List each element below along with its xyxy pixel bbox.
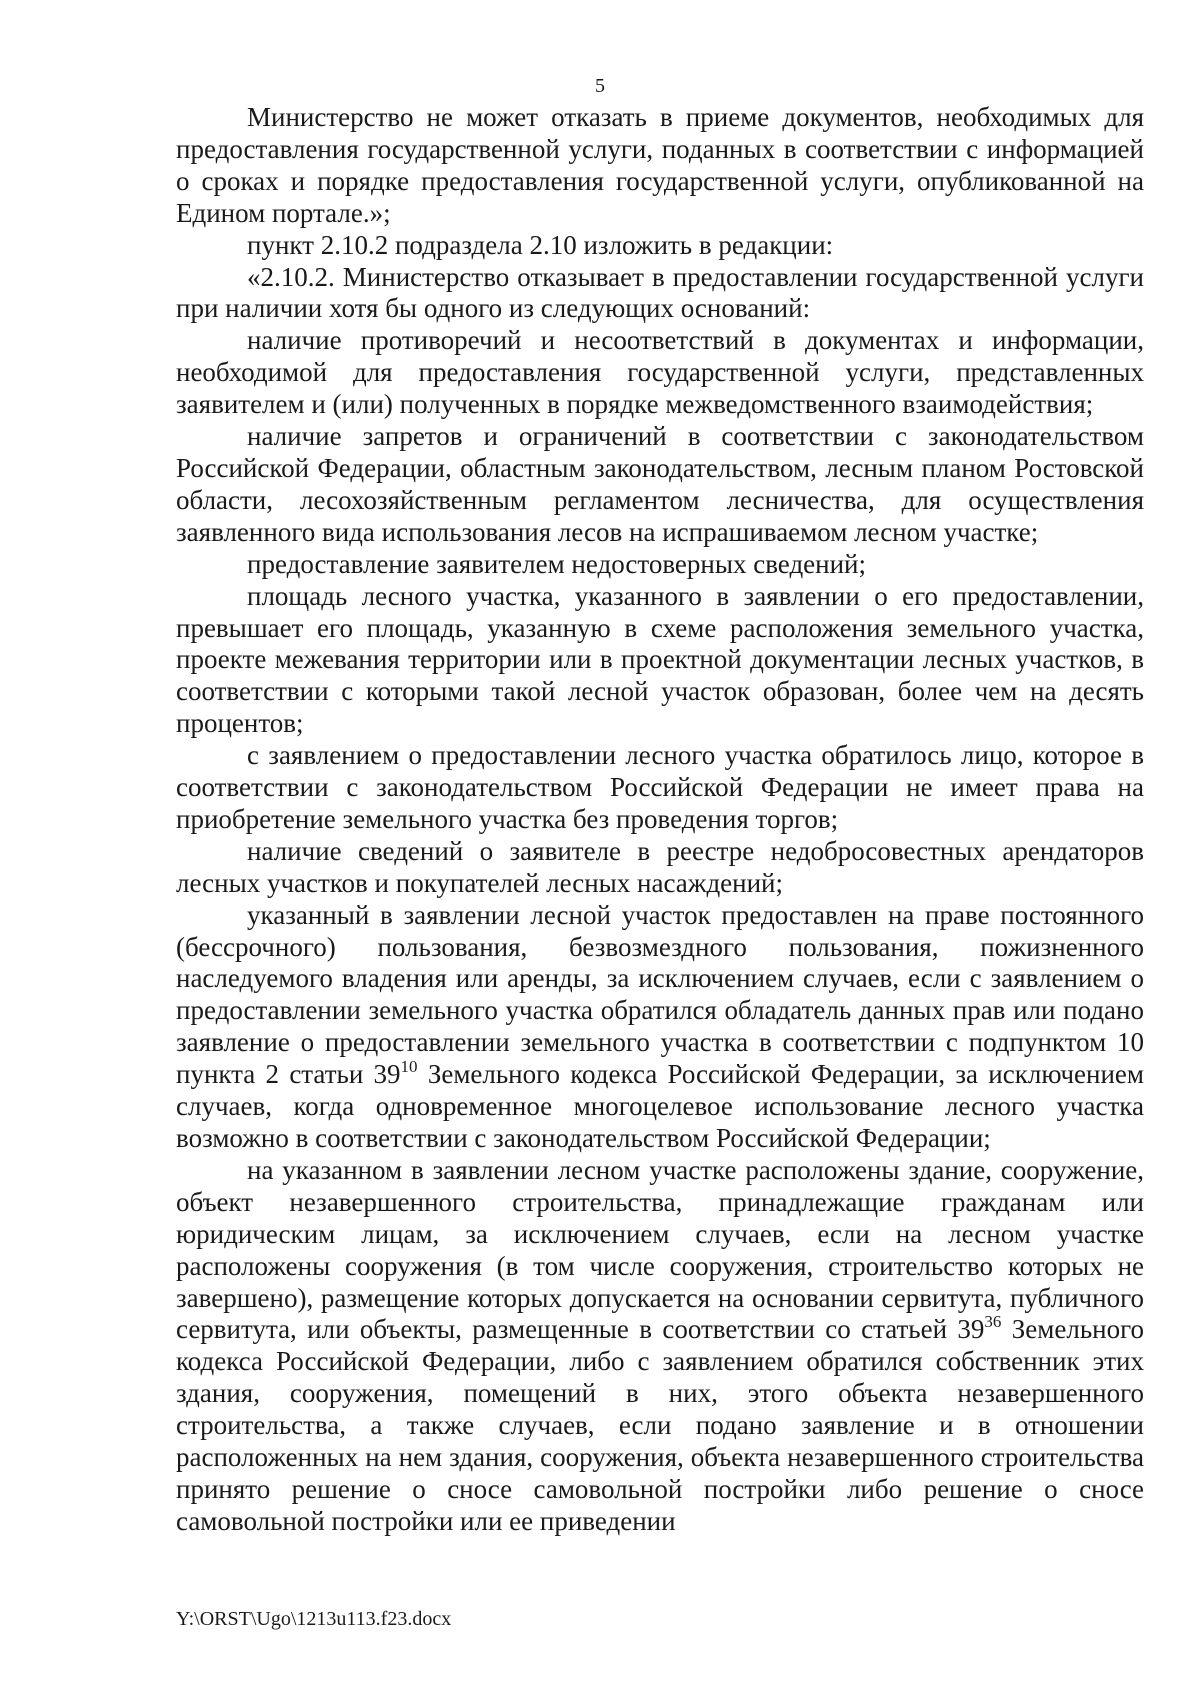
paragraph-7: площадь лесного участка, указанного в заявлении о его предоставлении, превышает его площадь, указанную в схеме расположения земельного участка, проекте межевания территории или в проектной документации лесных участков, в соответствии с которыми такой лесной участок образован, более чем на десять процентов; xyxy=(176,580,1144,739)
file-path-footer: Y:\ORST\Ugo\1213u113.f23.docx xyxy=(176,1608,452,1630)
paragraph-10-text-before: указанный в заявлении лесной участок предоставлен на праве постоянного (бессрочного) пользования, безвозмездного пользования, пожизненного наследуемого владения или аренды, за исключением случаев, если с заявлением о предоставлении земельного участка обратился обладатель данных прав или подано заявление о предоставлении земельного участка в соответствии с подпунктом 10 пункта 2 статьи 39 xyxy=(176,899,1144,1090)
paragraph-4: наличие противоречий и несоответствий в документах и информации, необходимой для предоставления государственной услуги, представленных заявителем и (или) полученных в порядке межведомственного взаимодействия; xyxy=(176,325,1144,420)
paragraph-1: Министерство не может отказать в приеме документов, необходимых для предоставления государственной услуги, поданных в соответствии с информацией о сроках и порядке предоставления государственной услуги, опубликованной на Едином портале.»; xyxy=(176,102,1144,228)
paragraph-11 xyxy=(176,1155,1144,1538)
paragraph-11-text-before: на указанном в заявлении лесном участке расположены здание, сооружение, объект незавершенного строительства, принадлежащие гражданам или юридическим лицам, за исключением случаев, если на лесном участке расположены сооружения (в том числе сооружения, строительство которых не завершено), размещение которых допускается на основании сервитута, публичного сервитута, или объекты, размещенные в соответствии со статьей 39 xyxy=(176,1154,1144,1345)
page-number: 5 xyxy=(595,75,605,97)
document-body xyxy=(176,102,1144,1538)
paragraph-11-text-after: Земельного кодекса Российской Федерации, либо с заявлением обратился собственник этих здания, сооружения, помещений в них, этого объекта незавершенного строительства, а также случаев, если подано заявление и в отношении расположенных на нем здания, сооружения, объекта незавершенного строительства принято решение о сносе самовольной постройки либо решение о сносе самовольной постройки или ее приведении xyxy=(176,1314,1145,1536)
paragraph-9: наличие сведений о заявителе в реестре недобросовестных арендаторов лесных участков и покупателей лесных насаждений; xyxy=(176,835,1144,898)
paragraph-6: предоставление заявителем недостоверных сведений; xyxy=(247,548,867,579)
paragraph-10 xyxy=(176,900,1144,1155)
paragraph-2: пункт 2.10.2 подраздела 2.10 изложить в редакции: xyxy=(247,229,834,260)
paragraph-5: наличие запретов и ограничений в соответствии с законодательством Российской Федерации, областным законодательством, лесным планом Ростовской области, лесохозяйственным регламентом лесничества, для осуществления заявленного вида использования лесов на испрашиваемом лесном участке; xyxy=(176,421,1144,547)
paragraph-10-text-after: Земельного кодекса Российской Федерации, за исключением случаев, когда одновременное многоцелевое использование лесного участка возможно в соответствии с законодательством Российской Федерации; xyxy=(176,1059,1144,1153)
paragraph-3: «2.10.2. Министерство отказывает в предоставлении государственной услуги при наличии хотя бы одного из следующих оснований: xyxy=(176,261,1144,324)
article-superscript: 36 xyxy=(984,1312,1002,1332)
paragraph-8: с заявлением о предоставлении лесного участка обратилось лицо, которое в соответствии с законодательством Российской Федерации не имеет права на приобретение земельного участка без проведения торгов; xyxy=(176,740,1144,834)
article-superscript: 10 xyxy=(400,1057,418,1077)
